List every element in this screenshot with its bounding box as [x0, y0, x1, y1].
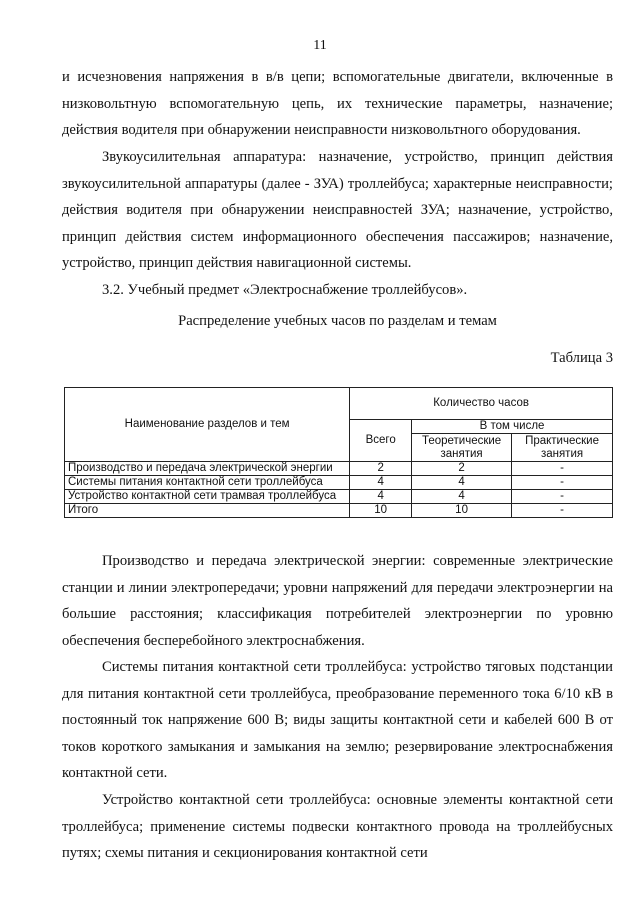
row-theory: 4	[412, 490, 512, 504]
row-practice: -	[512, 476, 613, 490]
row-theory: 10	[412, 504, 512, 518]
page-number: 11	[313, 38, 327, 53]
row-practice: -	[512, 462, 613, 476]
header-practice: Практические занятия	[512, 434, 613, 462]
header-including: В том числе	[412, 420, 613, 434]
row-total: 4	[350, 490, 412, 504]
row-name: Системы питания контактной сети троллейбуса	[65, 476, 350, 490]
header-section-name: Наименование разделов и тем	[65, 388, 350, 462]
subject-heading: 3.2. Учебный предмет «Электроснабжение троллейбусов».	[102, 282, 468, 298]
row-total: 4	[350, 476, 412, 490]
row-theory: 4	[412, 476, 512, 490]
row-practice: -	[512, 504, 613, 518]
row-name: Устройство контактной сети трамвая троллейбуса	[65, 490, 350, 504]
header-total: Всего	[350, 420, 412, 462]
table-row	[65, 462, 613, 476]
paragraph-sound-equipment: Звукоусилительная аппаратура: назначение, устройство, принцип действия звукоусилительной аппаратуры (далее - ЗУА) троллейбуса; характерные неисправности; действия водителя при обнаружении неисправностей ЗУА; назначение, устройство, принцип действия систем информационного обеспечения пассажиров; назначение, устройство, принцип действия навигационной системы.	[62, 149, 613, 271]
table-title: Распределение учебных часов по разделам и темам	[178, 313, 497, 329]
paragraph-low-voltage: и исчезновения напряжения в в/в цепи; вспомогательные двигатели, включенные в низковольтную вспомогательную цепь, их технические параметры, назначение; действия водителя при обнаружении неисправности низковольтного оборудования.	[62, 69, 613, 138]
row-name: Итого	[65, 504, 350, 518]
header-theory: Теоретические занятия	[412, 434, 512, 462]
paragraph-energy-production: Производство и передача электрической энергии: современные электрические станции и линии электропередачи; уровни напряжений для передачи электроэнергии на большие расстояния; классификация потребителей электроэнергии по уровню обеспечения бесперебойного электроснабжения.	[62, 553, 613, 649]
row-name: Производство и передача электрической энергии	[65, 462, 350, 476]
hours-table	[64, 387, 613, 518]
table-row	[65, 476, 613, 490]
paragraph-contact-network: Устройство контактной сети троллейбуса: основные элементы контактной сети троллейбуса; применение системы подвески контактного провода на троллейбусных путях; схемы питания и секционирования контактной сети	[62, 792, 613, 861]
row-total: 2	[350, 462, 412, 476]
header-hours: Количество часов	[350, 388, 613, 420]
table-row-total	[65, 504, 613, 518]
table-row	[65, 490, 613, 504]
row-practice: -	[512, 490, 613, 504]
row-total: 10	[350, 504, 412, 518]
paragraph-power-systems: Системы питания контактной сети троллейбуса: устройство тяговых подстанции для питания контактной сети троллейбуса, преобразование переменного тока 6/10 кВ в постоянный ток напряжение 600 В; виды защиты контактной сети и кабелей 600 В от токов короткого замыкания и замыкания на землю; резервирование электроснабжения контактной сети.	[62, 659, 613, 781]
row-theory: 2	[412, 462, 512, 476]
table-label: Таблица 3	[550, 350, 613, 366]
